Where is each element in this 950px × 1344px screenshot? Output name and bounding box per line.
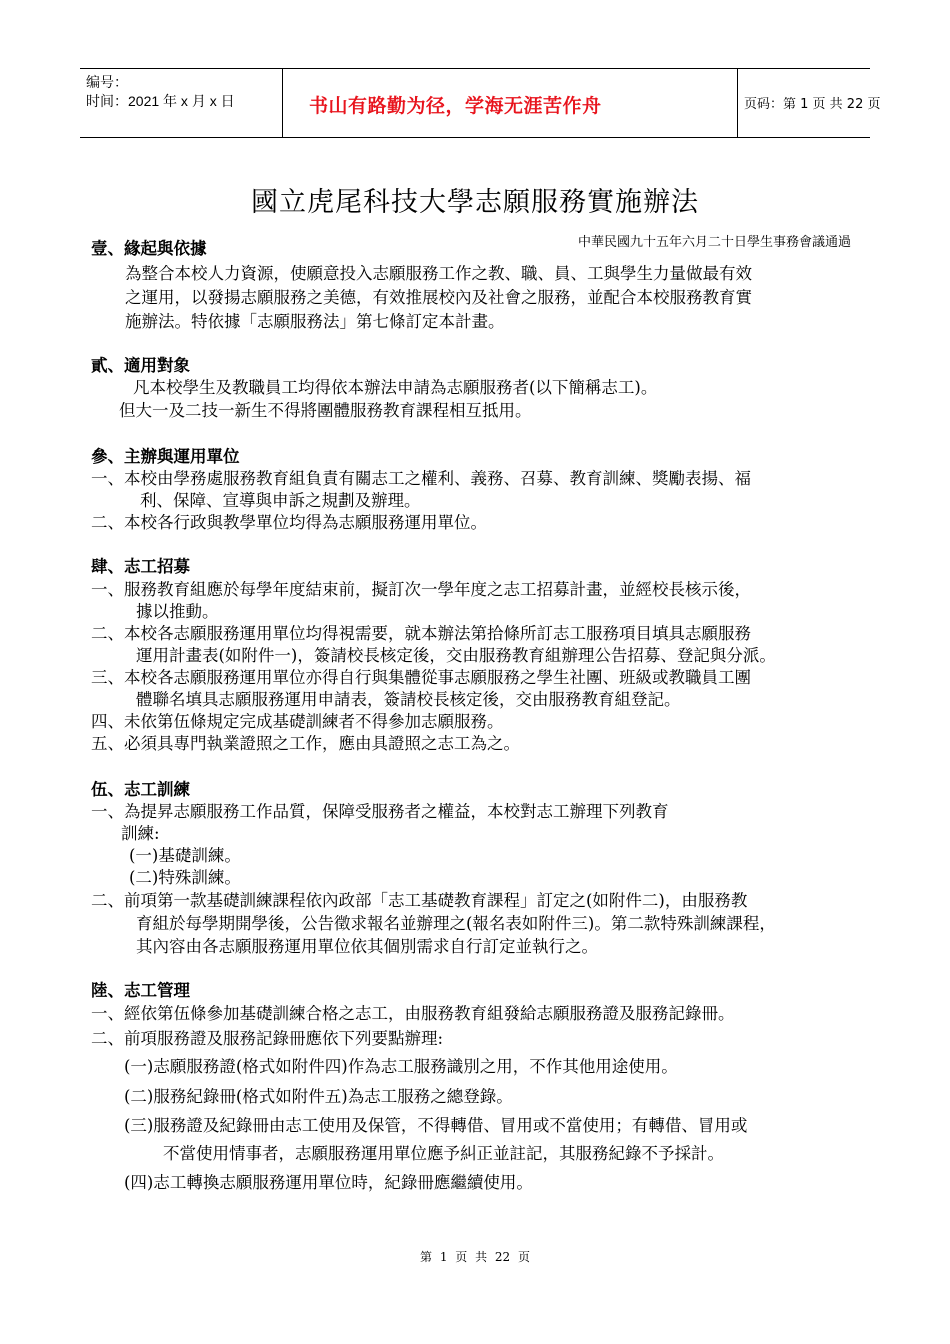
section-heading: 伍、志工訓練 (91, 780, 190, 799)
body-text-line: 四、未依第伍條規定完成基礎訓練者不得參加志願服務。 (91, 712, 504, 731)
motto-text: 书山有路勤为径，学海无涯苦作舟 (309, 95, 602, 117)
approval-note: 中華民國九十五年六月二十日學生事務會議通過 (578, 235, 852, 250)
body-text-line: 不當使用情事者，志願服務運用單位應予糾正並註記，其服務紀錄不予採計。 (163, 1144, 724, 1163)
date-line: 时间：2021 年 x 月 x 日 (86, 93, 235, 109)
body-text-line: 一、為提昇志願服務工作品質，保障受服務者之權益，本校對志工辦理下列教育 (91, 802, 669, 821)
page-footer: 第 1 页 共 22 页 (420, 1250, 530, 1264)
body-text-line: 二、本校各志願服務運用單位均得視需要，就本辦法第拾條所訂志工服務項目填具志願服務 (91, 624, 751, 643)
body-text-line: 五、必須具專門執業證照之工作，應由具證照之志工為之。 (91, 734, 520, 753)
page-info: 页码：第 1 页 共 22 页 (744, 97, 881, 112)
section-heading: 壹、緣起與依據 (91, 239, 207, 258)
document-title: 國立虎尾科技大學志願服務實施辦法 (251, 187, 699, 218)
body-text-line: 為整合本校人力資源，使願意投入志願服務工作之教、職、員、工與學生力量做最有效 (125, 264, 752, 283)
body-text-line: 育組於每學期開學後，公告徵求報名並辦理之(報名表如附件三)。第二款特殊訓練課程， (136, 914, 776, 933)
number-label: 编号： (86, 74, 128, 90)
header-motto-cell (282, 69, 738, 137)
body-text-line: 三、本校各志願服務運用單位亦得自行與集體從事志願服務之學生社團、班級或教職員工團 (91, 668, 751, 687)
body-text-line: 一、經依第伍條參加基礎訓練合格之志工，由服務教育組發給志願服務證及服務記錄冊。 (91, 1004, 735, 1023)
body-text-line: 凡本校學生及教職員工均得依本辦法申請為志願服務者(以下簡稱志工)。 (133, 378, 658, 397)
body-text-line: (二)特殊訓練。 (129, 868, 241, 887)
body-text-line: 但大一及二技一新生不得將團體服務教育課程相互抵用。 (119, 401, 532, 420)
body-text-line: 其內容由各志願服務運用單位依其個別需求自行訂定並執行之。 (136, 937, 598, 956)
body-text-line: 據以推動。 (136, 602, 219, 621)
header-left (86, 73, 235, 111)
body-text-line: (四)志工轉換志願服務運用單位時，紀錄冊應繼續使用。 (124, 1173, 533, 1192)
body-text-line: (二)服務紀錄冊(格式如附件五)為志工服務之總登錄。 (124, 1087, 513, 1106)
body-text-line: 一、服務教育組應於每學年度結束前，擬訂次一學年度之志工招募計畫，並經校長核示後， (91, 580, 751, 599)
body-text-line: 二、前項服務證及服務記錄冊應依下列要點辦理: (91, 1029, 444, 1048)
section-heading: 參、主辦與運用單位 (91, 447, 240, 466)
body-text-line: 之運用，以發揚志願服務之美德，有效推展校內及社會之服務，並配合本校服務教育實 (125, 288, 752, 307)
body-text-line: 訓練: (121, 824, 160, 843)
body-text-line: 運用計畫表(如附件一)，簽請校長核定後，交由服務教育組辦理公告招募、登記與分派。 (136, 646, 776, 665)
body-text-line: 施辦法。特依據「志願服務法」第七條訂定本計畫。 (125, 312, 505, 331)
body-text-line: 一、本校由學務處服務教育組負責有關志工之權利、義務、召募、教育訓練、獎勵表揚、福 (91, 469, 751, 488)
body-text-line: (三)服務證及紀錄冊由志工使用及保管，不得轉借、冒用或不當使用；有轉借、冒用或 (124, 1116, 748, 1135)
section-heading: 貳、適用對象 (91, 356, 190, 375)
body-text-line: 利、保障、宣導與申訴之規劃及辦理。 (140, 491, 421, 510)
section-heading: 陸、志工管理 (91, 981, 190, 1000)
page-header (80, 68, 881, 138)
body-text-line: (一)志願服務證(格式如附件四)作為志工服務識別之用，不作其他用途使用。 (124, 1057, 678, 1076)
body-text-line: (一)基礎訓練。 (129, 846, 241, 865)
body-text-line: 體聯名填具志願服務運用申請表，簽請校長核定後，交由服務教育組登記。 (136, 690, 681, 709)
body-text-line: 二、前項第一款基礎訓練課程依內政部「志工基礎教育課程」訂定之(如附件二)，由服務教 (91, 891, 748, 910)
body-text-line: 二、本校各行政與教學單位均得為志願服務運用單位。 (91, 513, 487, 532)
section-heading: 肆、志工招募 (91, 557, 190, 576)
